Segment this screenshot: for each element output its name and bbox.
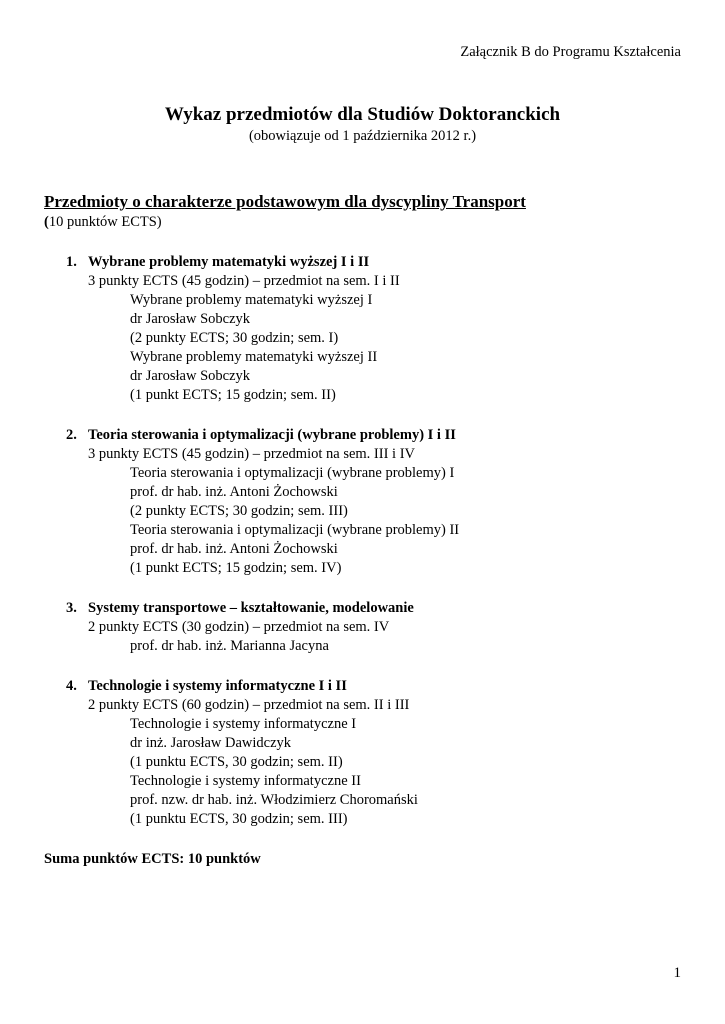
- course-detail: (1 punktu ECTS, 30 godzin; sem. II): [130, 754, 343, 770]
- course-detail: Wybrane problemy matematyki wyższej II: [130, 349, 378, 365]
- section-heading: Przedmioty o charakterze podstawowym dla dyscypliny Transport: [44, 192, 526, 211]
- course-detail: prof. nzw. dr hab. inż. Włodzimierz Choromański: [130, 792, 418, 808]
- course-summary: 3 punkty ECTS (45 godzin) – przedmiot na sem. I i II: [88, 273, 400, 289]
- section-ects-paren: (: [44, 214, 49, 230]
- course-number: 2.: [66, 427, 77, 443]
- course-detail: Wybrane problemy matematyki wyższej I: [130, 292, 373, 308]
- course-number: 3.: [66, 600, 77, 616]
- document-subtitle: (obowiązuje od 1 października 2012 r.): [248, 128, 477, 144]
- course-detail: dr Jarosław Sobczyk: [130, 368, 251, 384]
- course-title: Wybrane problemy matematyki wyższej I i II: [88, 254, 370, 270]
- course-detail: prof. dr hab. inż. Antoni Żochowski: [130, 541, 338, 557]
- course-detail: (1 punkt ECTS; 15 godzin; sem. II): [130, 387, 336, 403]
- course-detail: dr inż. Jarosław Dawidczyk: [130, 735, 292, 751]
- course-detail: Teoria sterowania i optymalizacji (wybrane problemy) II: [130, 522, 460, 538]
- course-title: Teoria sterowania i optymalizacji (wybrane problemy) I i II: [88, 427, 456, 443]
- course-detail: Technologie i systemy informatyczne I: [130, 716, 357, 732]
- course-detail: dr Jarosław Sobczyk: [130, 311, 251, 327]
- section-ects: [44, 213, 162, 231]
- course-title: Systemy transportowe – kształtowanie, modelowanie: [88, 600, 414, 616]
- course-detail: (1 punktu ECTS, 30 godzin; sem. III): [130, 811, 348, 827]
- course-summary: 3 punkty ECTS (45 godzin) – przedmiot na sem. III i IV: [88, 446, 415, 462]
- course-summary: 2 punkty ECTS (30 godzin) – przedmiot na sem. IV: [88, 619, 390, 635]
- course-number: 4.: [66, 678, 77, 694]
- course-detail: prof. dr hab. inż. Antoni Żochowski: [130, 484, 338, 500]
- course-detail: (2 punkty ECTS; 30 godzin; sem. III): [130, 503, 348, 519]
- course-summary: 2 punkty ECTS (60 godzin) – przedmiot na sem. II i III: [88, 697, 410, 713]
- ects-sum: Suma punktów ECTS: 10 punktów: [44, 851, 261, 867]
- course-detail: (2 punkty ECTS; 30 godzin; sem. I): [130, 330, 339, 346]
- course-detail: prof. dr hab. inż. Marianna Jacyna: [130, 638, 329, 654]
- annex-label: Załącznik B do Programu Kształcenia: [460, 44, 681, 60]
- course-detail: Technologie i systemy informatyczne II: [130, 773, 361, 789]
- page-number: 1: [673, 965, 681, 981]
- course-number: 1.: [66, 254, 77, 270]
- course-title: Technologie i systemy informatyczne I i II: [88, 678, 347, 694]
- document-title: Wykaz przedmiotów dla Studiów Doktoranckich: [164, 104, 561, 125]
- section-ects-text: 10 punktów ECTS): [48, 214, 162, 230]
- course-detail: Teoria sterowania i optymalizacji (wybrane problemy) I: [130, 465, 455, 481]
- course-detail: (1 punkt ECTS; 15 godzin; sem. IV): [130, 560, 342, 576]
